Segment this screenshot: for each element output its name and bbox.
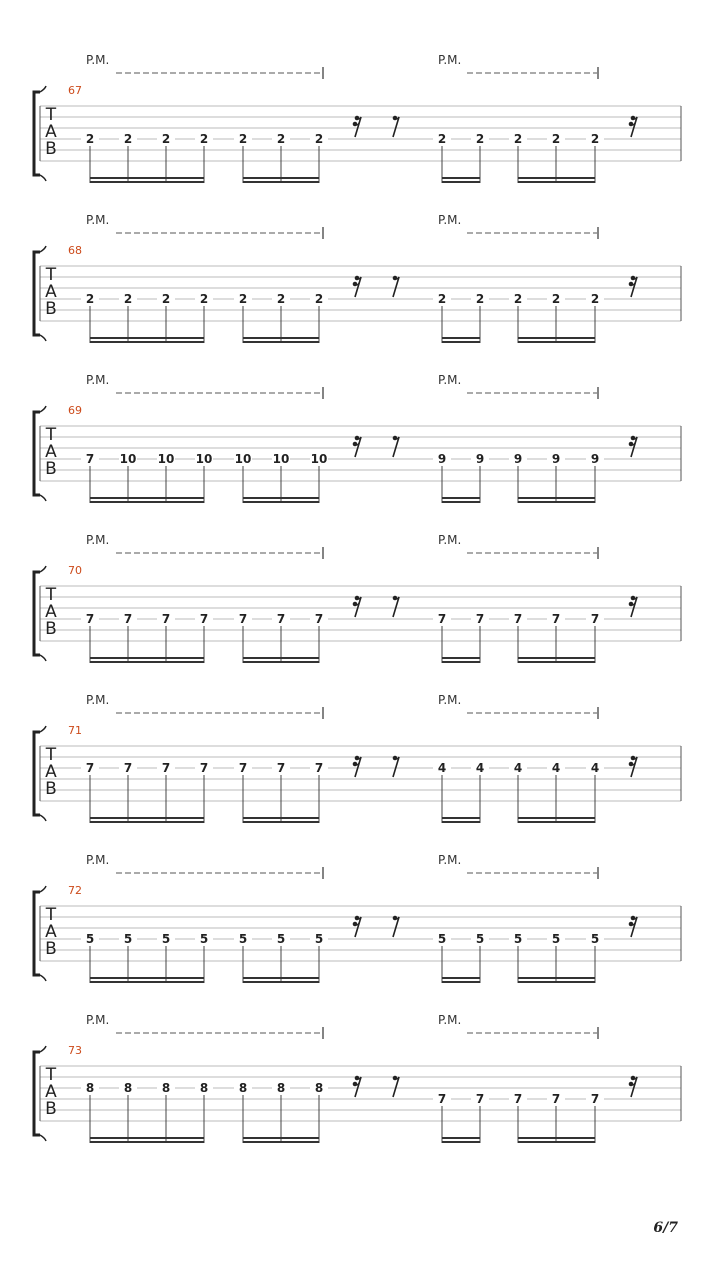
- fret-number: 10: [119, 452, 137, 466]
- system-bracket: [34, 572, 40, 655]
- tab-clef-letter: A: [45, 762, 57, 782]
- palm-mute-label: P.M.: [86, 1013, 110, 1027]
- beam: [442, 817, 480, 819]
- system-bracket: [34, 732, 40, 815]
- beam: [90, 341, 204, 343]
- sixteenth-rest: [353, 596, 361, 617]
- fret-number: 2: [199, 292, 209, 306]
- tab-clef-letter: T: [45, 585, 57, 605]
- beam: [442, 337, 480, 339]
- tab-clef-letter: T: [45, 105, 57, 125]
- beam: [243, 341, 319, 343]
- fret-number: 7: [123, 612, 133, 626]
- fret-number: 5: [551, 932, 561, 946]
- fret-number: 7: [437, 612, 447, 626]
- beam: [518, 657, 595, 659]
- beam: [243, 657, 319, 659]
- beam: [442, 181, 480, 183]
- eighth-rest: [393, 1076, 399, 1097]
- tab-clef-letter: B: [45, 779, 57, 799]
- beam: [518, 817, 595, 819]
- beam: [442, 981, 480, 983]
- beam: [243, 1141, 319, 1143]
- measure-number: 70: [68, 564, 82, 577]
- fret-number: 8: [238, 1081, 248, 1095]
- eighth-rest: [393, 436, 399, 457]
- palm-mute-label: P.M.: [438, 533, 462, 547]
- fret-number: 10: [272, 452, 290, 466]
- fret-number: 7: [199, 612, 209, 626]
- bracket-curl: [40, 1135, 46, 1141]
- beam: [518, 181, 595, 183]
- fret-number: 5: [590, 932, 600, 946]
- tab-system: [34, 533, 681, 663]
- beam: [518, 981, 595, 983]
- beam: [442, 661, 480, 663]
- fret-number: 5: [475, 932, 485, 946]
- bracket-curl: [40, 815, 46, 821]
- eighth-rest: [393, 916, 399, 937]
- fret-number: 10: [195, 452, 213, 466]
- fret-number: 7: [590, 1092, 600, 1106]
- fret-number: 2: [314, 292, 324, 306]
- fret-number: 2: [238, 292, 248, 306]
- beam: [90, 337, 204, 339]
- tab-clef-letter: A: [45, 922, 57, 942]
- fret-number: 7: [161, 612, 171, 626]
- measure-number: 71: [68, 724, 82, 737]
- tab-clef-letter: B: [45, 459, 57, 479]
- fret-number: 9: [437, 452, 447, 466]
- sixteenth-rest: [353, 916, 361, 937]
- fret-number: 2: [475, 292, 485, 306]
- fret-number: 7: [590, 612, 600, 626]
- fret-number: 7: [513, 1092, 523, 1106]
- fret-number: 2: [314, 132, 324, 146]
- bracket-curl: [40, 726, 46, 732]
- bracket-curl: [40, 566, 46, 572]
- beam: [243, 501, 319, 503]
- fret-number: 5: [123, 932, 133, 946]
- fret-number: 7: [238, 612, 248, 626]
- tab-clef-letter: A: [45, 602, 57, 622]
- fret-number: 8: [161, 1081, 171, 1095]
- fret-number: 5: [161, 932, 171, 946]
- beam: [243, 181, 319, 183]
- beam: [243, 817, 319, 819]
- beam: [518, 177, 595, 179]
- palm-mute-label: P.M.: [86, 213, 110, 227]
- beam: [243, 977, 319, 979]
- fret-number: 9: [551, 452, 561, 466]
- beam: [243, 821, 319, 823]
- fret-number: 2: [590, 292, 600, 306]
- tab-clef-letter: A: [45, 282, 57, 302]
- system-bracket: [34, 252, 40, 335]
- fret-number: 2: [437, 132, 447, 146]
- system-bracket: [34, 92, 40, 175]
- palm-mute-label: P.M.: [86, 373, 110, 387]
- beam: [90, 1141, 204, 1143]
- tab-clef-letter: B: [45, 1099, 57, 1119]
- tab-clef-letter: A: [45, 1082, 57, 1102]
- tab-system: [34, 693, 681, 823]
- fret-number: 2: [437, 292, 447, 306]
- fret-number: 4: [513, 761, 523, 775]
- eighth-rest: [393, 276, 399, 297]
- system-bracket: [34, 412, 40, 495]
- beam: [518, 661, 595, 663]
- beam: [442, 977, 480, 979]
- fret-number: 7: [123, 761, 133, 775]
- fret-number: 7: [437, 1092, 447, 1106]
- beam: [442, 497, 480, 499]
- beam: [518, 977, 595, 979]
- palm-mute-label: P.M.: [438, 213, 462, 227]
- fret-number: 2: [513, 132, 523, 146]
- sixteenth-rest: [629, 276, 637, 297]
- fret-number: 7: [551, 612, 561, 626]
- fret-number: 9: [513, 452, 523, 466]
- fret-number: 4: [475, 761, 485, 775]
- bracket-curl: [40, 655, 46, 661]
- fret-number: 2: [551, 292, 561, 306]
- beam: [90, 501, 204, 503]
- fret-number: 7: [85, 612, 95, 626]
- bracket-curl: [40, 406, 46, 412]
- tab-system: [34, 213, 681, 343]
- sixteenth-rest: [353, 276, 361, 297]
- palm-mute-label: P.M.: [86, 853, 110, 867]
- fret-number: 2: [590, 132, 600, 146]
- fret-number: 7: [276, 761, 286, 775]
- tab-clef-letter: A: [45, 122, 57, 142]
- beam: [90, 981, 204, 983]
- fret-number: 5: [85, 932, 95, 946]
- palm-mute-label: P.M.: [438, 693, 462, 707]
- beam: [518, 821, 595, 823]
- beam: [243, 337, 319, 339]
- palm-mute-label: P.M.: [86, 53, 110, 67]
- beam: [243, 661, 319, 663]
- tab-clef-letter: T: [45, 425, 57, 445]
- fret-number: 5: [513, 932, 523, 946]
- page-indicator: 6/7: [653, 1220, 678, 1236]
- fret-number: 7: [161, 761, 171, 775]
- fret-number: 7: [314, 761, 324, 775]
- fret-number: 2: [123, 292, 133, 306]
- palm-mute-label: P.M.: [86, 533, 110, 547]
- fret-number: 10: [234, 452, 252, 466]
- bracket-curl: [40, 495, 46, 501]
- tab-system: [34, 1013, 681, 1143]
- sixteenth-rest: [353, 756, 361, 777]
- fret-number: 8: [314, 1081, 324, 1095]
- fret-number: 8: [199, 1081, 209, 1095]
- system-bracket: [34, 892, 40, 975]
- measure-number: 68: [68, 244, 82, 257]
- tab-clef-letter: A: [45, 442, 57, 462]
- fret-number: 2: [123, 132, 133, 146]
- beam: [442, 501, 480, 503]
- tab-system: [34, 53, 681, 183]
- fret-number: 4: [590, 761, 600, 775]
- sixteenth-rest: [629, 756, 637, 777]
- fret-number: 7: [314, 612, 324, 626]
- fret-number: 7: [513, 612, 523, 626]
- fret-number: 2: [276, 132, 286, 146]
- beam: [90, 177, 204, 179]
- fret-number: 2: [238, 132, 248, 146]
- fret-number: 7: [199, 761, 209, 775]
- palm-mute-label: P.M.: [86, 693, 110, 707]
- fret-number: 9: [475, 452, 485, 466]
- bracket-curl: [40, 1046, 46, 1052]
- fret-number: 2: [199, 132, 209, 146]
- sixteenth-rest: [629, 596, 637, 617]
- tab-clef-letter: B: [45, 139, 57, 159]
- fret-number: 2: [85, 292, 95, 306]
- fret-number: 7: [238, 761, 248, 775]
- beam: [442, 1141, 480, 1143]
- sixteenth-rest: [629, 436, 637, 457]
- beam: [90, 657, 204, 659]
- beam: [442, 341, 480, 343]
- measure-number: 73: [68, 1044, 82, 1057]
- fret-number: 8: [85, 1081, 95, 1095]
- fret-number: 4: [551, 761, 561, 775]
- palm-mute-label: P.M.: [438, 53, 462, 67]
- fret-number: 2: [475, 132, 485, 146]
- beam: [90, 821, 204, 823]
- fret-number: 8: [123, 1081, 133, 1095]
- sixteenth-rest: [353, 116, 361, 137]
- beam: [90, 497, 204, 499]
- tab-system: [34, 373, 681, 503]
- system-bracket: [34, 1052, 40, 1135]
- tab-clef-letter: T: [45, 265, 57, 285]
- measure-number: 67: [68, 84, 82, 97]
- fret-number: 2: [161, 132, 171, 146]
- beam: [518, 497, 595, 499]
- beam: [442, 177, 480, 179]
- fret-number: 2: [161, 292, 171, 306]
- fret-number: 7: [475, 1092, 485, 1106]
- sixteenth-rest: [629, 1076, 637, 1097]
- eighth-rest: [393, 116, 399, 137]
- eighth-rest: [393, 596, 399, 617]
- fret-number: 10: [157, 452, 175, 466]
- fret-number: 2: [276, 292, 286, 306]
- beam: [518, 341, 595, 343]
- beam: [518, 337, 595, 339]
- fret-number: 7: [276, 612, 286, 626]
- fret-number: 5: [437, 932, 447, 946]
- sixteenth-rest: [629, 116, 637, 137]
- beam: [90, 1137, 204, 1139]
- bracket-curl: [40, 175, 46, 181]
- palm-mute-label: P.M.: [438, 1013, 462, 1027]
- sixteenth-rest: [353, 436, 361, 457]
- fret-number: 7: [85, 452, 95, 466]
- tab-system: [34, 853, 681, 983]
- palm-mute-label: P.M.: [438, 853, 462, 867]
- beam: [243, 1137, 319, 1139]
- bracket-curl: [40, 86, 46, 92]
- sixteenth-rest: [629, 916, 637, 937]
- fret-number: 7: [475, 612, 485, 626]
- fret-number: 2: [85, 132, 95, 146]
- beam: [518, 501, 595, 503]
- bracket-curl: [40, 335, 46, 341]
- fret-number: 5: [276, 932, 286, 946]
- beam: [243, 497, 319, 499]
- fret-number: 9: [590, 452, 600, 466]
- beam: [90, 977, 204, 979]
- beam: [442, 657, 480, 659]
- fret-number: 2: [551, 132, 561, 146]
- tab-clef-letter: B: [45, 619, 57, 639]
- fret-number: 7: [551, 1092, 561, 1106]
- fret-number: 7: [85, 761, 95, 775]
- beam: [518, 1137, 595, 1139]
- fret-number: 8: [276, 1081, 286, 1095]
- beam: [90, 661, 204, 663]
- bracket-curl: [40, 246, 46, 252]
- tab-clef-letter: T: [45, 1065, 57, 1085]
- tab-clef-letter: B: [45, 939, 57, 959]
- beam: [90, 181, 204, 183]
- beam: [243, 177, 319, 179]
- palm-mute-label: P.M.: [438, 373, 462, 387]
- beam: [90, 817, 204, 819]
- tab-clef-letter: T: [45, 905, 57, 925]
- beam: [442, 1137, 480, 1139]
- fret-number: 10: [310, 452, 328, 466]
- bracket-curl: [40, 886, 46, 892]
- fret-number: 5: [314, 932, 324, 946]
- fret-number: 4: [437, 761, 447, 775]
- beam: [243, 981, 319, 983]
- tab-clef-letter: T: [45, 745, 57, 765]
- sixteenth-rest: [353, 1076, 361, 1097]
- beam: [442, 821, 480, 823]
- measure-number: 69: [68, 404, 82, 417]
- fret-number: 2: [513, 292, 523, 306]
- beam: [518, 1141, 595, 1143]
- tab-clef-letter: B: [45, 299, 57, 319]
- eighth-rest: [393, 756, 399, 777]
- bracket-curl: [40, 975, 46, 981]
- measure-number: 72: [68, 884, 82, 897]
- fret-number: 5: [199, 932, 209, 946]
- fret-number: 5: [238, 932, 248, 946]
